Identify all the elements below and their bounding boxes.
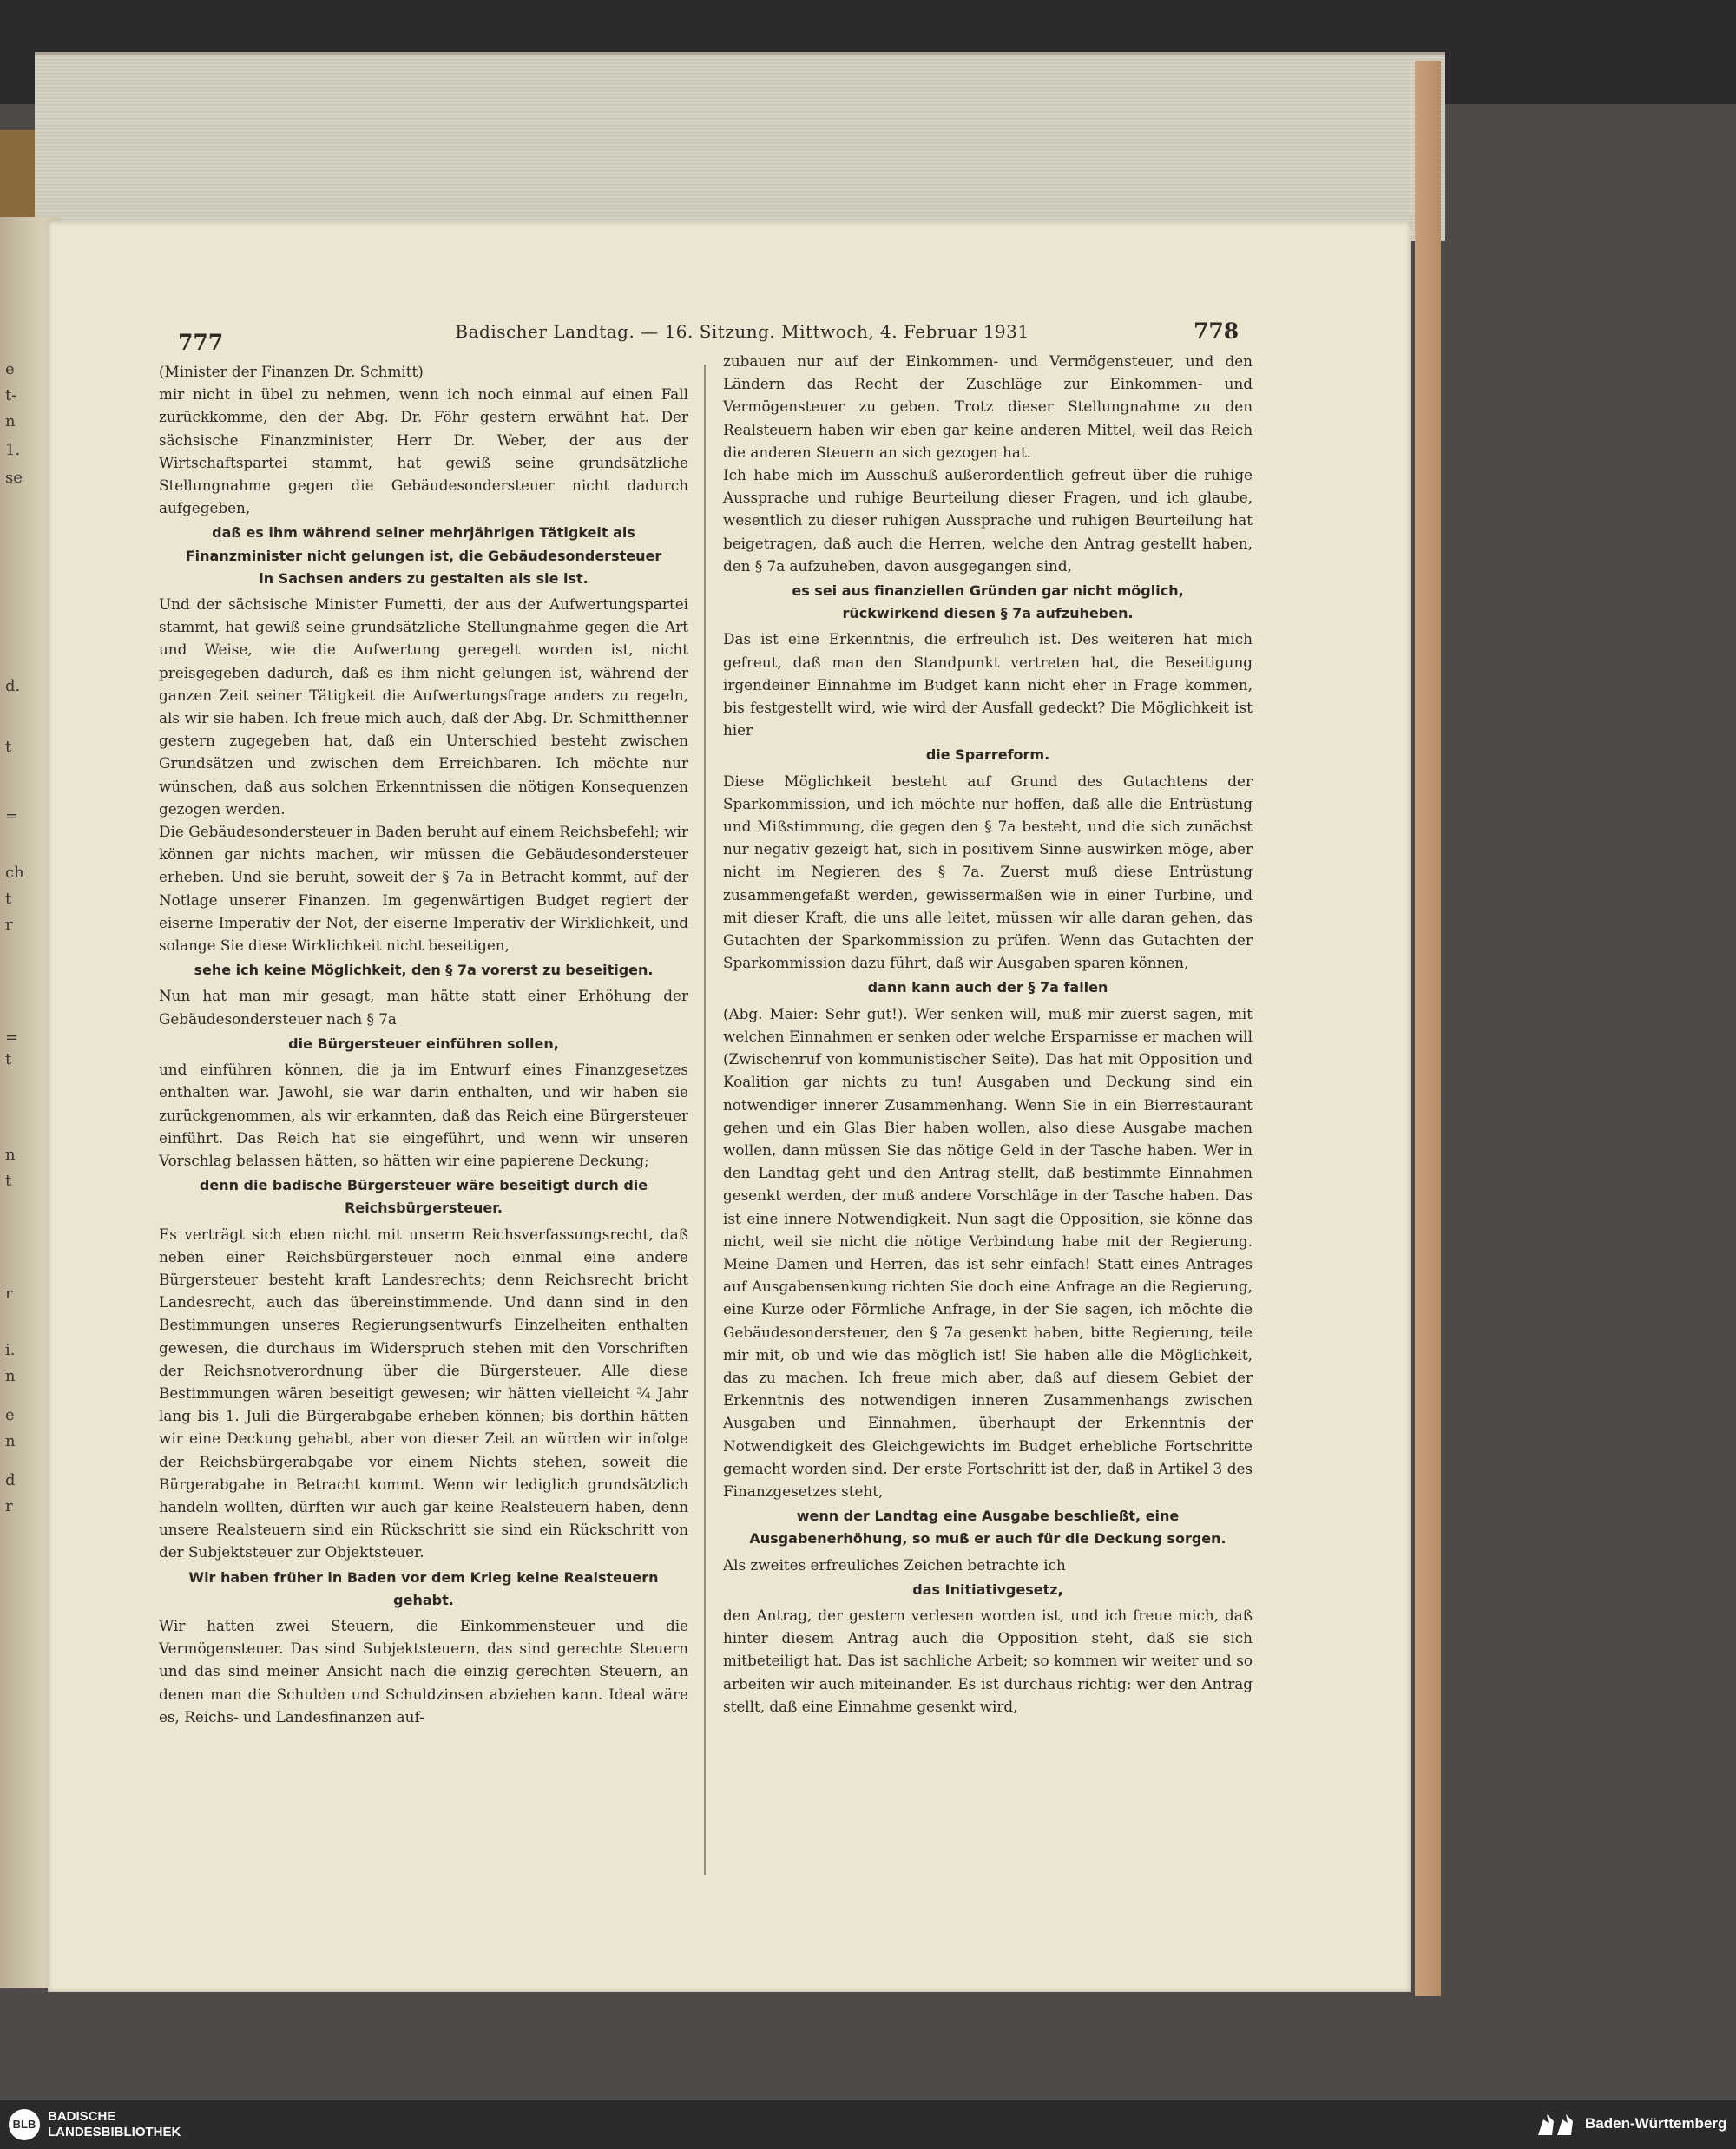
baden-wuerttemberg-lions-icon <box>1536 2111 1576 2139</box>
facing-page-fragment: r <box>5 1285 13 1303</box>
bold-centered-passage: sehe ich keine Möglichkeit, den § 7a vorerst zu beseitigen. <box>194 962 654 979</box>
paragraph: Es verträgt sich eben nicht mit unserm Reichsverfassungsrecht, daß neben einer Reichsbürgersteuer noch einmal eine andere Bürgersteuer besteht kraft Landesrechts; denn Reichsrecht bricht Landesrecht, auch das übereinstimmende. Und dann sind in den Bestimmungen unseres Regierungsentwurfs Einzelheiten enthalten gewesen, die durchaus im Widerspruch stehen mit den Vorschriften der Reichsnotverordnung über die Bürgersteuer. Alle diese Bestimmungen wären beseitigt gewesen; wir hätten vielleicht ¾ Jahr lang bis 1. Juli die Bürgerabgabe erheben können; bis dorthin hätten wir eine Deckung gehabt, aber von dieser Zeit an würden wir infolge der Reichsbürgerabgabe vor einem Nichts stehen, soweit die Bürgerabgabe in Betracht kommt. Wenn wir lediglich grundsätzlich handeln wollten, dürften wir auch gar keine Realsteuern haben, denn unsere Realsteuern sind ein Rückschritt sie sind ein Rückschritt von der Subjektsteuer zur Objektsteuer. <box>159 1225 688 1561</box>
right-text-column <box>723 350 1253 1718</box>
blb-logo-icon: BLB <box>9 2109 40 2140</box>
running-title: Badischer Landtag. — 16. Sitzung. Mittwoch, 4. Februar 1931 <box>455 321 1029 342</box>
blb-name <box>48 2109 181 2140</box>
left-text-column <box>159 360 688 1728</box>
bold-centered-passage: daß es ihm während seiner mehrjährigen Tätigkeit als Finanzminister nicht gelungen ist, die Gebäudesondersteuer in Sachsen anders zu gestalten als sie ist. <box>185 524 662 587</box>
paragraph: Nun hat man mir gesagt, man hätte statt einer Erhöhung der Gebäudesondersteuer nach § 7a <box>159 987 688 1028</box>
paragraph: Das ist eine Erkenntnis, die erfreulich ist. Des weiteren hat mich gefreut, daß man den Standpunkt vertreten hat, die Beseitigung irgendeiner Einnahme im Budget kann nicht eher in Frage kommen, bis festgestellt wird, wie wird der Ausfall gedeckt? Die Möglichkeit ist hier <box>723 630 1253 739</box>
paragraph: Ich habe mich im Ausschuß außerordentlich gefreut über die ruhige Aussprache und ruhige Beurteilung dieser Fragen, und ich glaube, wesentlich zu dieser ruhigen Aussprache und ruhigen Beurteilung hat beigetragen, daß auch die Herren, welche den Antrag gestellt haben, den § 7a aufzuheben, davon ausgegangen sind, <box>723 466 1253 575</box>
facing-page-fragment: n <box>5 1367 16 1385</box>
library-footer-bar <box>0 2100 1736 2149</box>
facing-page-fragment: n <box>5 1146 16 1164</box>
facing-page-fragment: t <box>5 738 12 756</box>
column-divider <box>704 365 706 1875</box>
paragraph: (Abg. Maier: Sehr gut!). Wer senken will, muß mir zuerst sagen, mit welchen Einnahmen er senken oder welche Ersparnisse er machen will (Zwischenruf von kommunistischer Seite). Das hat mit Opposition und Koalition gar nichts zu tun! Ausgaben und Deckung sind ein notwendiger innerer Zusammenhang. Wenn Sie in ein Bierrestaurant gehen und ein Glas Bier haben wollen, also diese Ausgabe machen wollen, dann müssen Sie das nötige Geld in der Tasche haben. Wer in den Landtag geht und den Antrag stellt, daß bestimmte Einnahmen gesenkt werden, der muß andere Vorschläge in der Tasche haben. Das ist eine innere Notwendigkeit. Nun sagt die Opposition, sie könne das nicht, weil sie nicht die nötige Verbindung habe mit der Regierung. Meine Damen und Herren, das ist sehr einfach! Statt eines Antrages auf Ausgabensenkung richten Sie doch eine Anfrage an die Regierung, eine Kurze oder Förmliche Anfrage, in der Sie sagen, ich möchte die Gebäudesondersteuer, den § 7a gesenkt haben, bitte Regierung, teile mir mit, ob und wie das möglich ist! Sie haben alle die Möglichkeit, das zu machen. Ich freue mich aber, daß auf diesem Gebiet der Erkenntnis des notwendigen inneren Zusammenhangs zwischen Ausgaben und Einnahmen, überhaupt der Erkenntnis der Notwendigkeit des Gleichgewichts im Budget erhebliche Fortschritte gemacht worden sind. Der erste Fortschritt ist der, daß in Artikel 3 des Finanzgesetzes steht, <box>723 1004 1253 1500</box>
document-page <box>48 221 1410 1992</box>
book-spine-left <box>0 130 36 226</box>
facing-page-fragment: d <box>5 1471 16 1489</box>
book-cover-right <box>1415 61 1441 1996</box>
facing-page-fragment: ch <box>5 864 24 882</box>
bold-centered-passage: denn die badische Bürgersteuer wäre beseitigt durch die Reichsbürgersteuer. <box>199 1177 648 1217</box>
facing-page-fragment: r <box>5 1497 13 1515</box>
facing-page-fragment: t- <box>5 386 17 404</box>
bold-centered-passage: dann kann auch der § 7a fallen <box>867 979 1108 996</box>
paragraph: Die Gebäudesondersteuer in Baden beruht auf einem Reichsbefehl; wir können gar nichts machen, wir müssen die Gebäudesondersteuer erheben. Und sie beruht, soweit der § 7a in Betracht kommt, auf der Notlage unserer Finanzen. Im gegenwärtigen Budget regiert der eiserne Imperativ der Not, der eiserne Imperativ der Wirklichkeit, und solange Sie diese Wirklichkeit nicht beseitigen, <box>159 823 688 955</box>
facing-page-fragment: r <box>5 916 13 934</box>
facing-page-fragment: se <box>5 469 23 487</box>
baden-wuerttemberg-label: Baden-Württemberg <box>1585 2115 1727 2132</box>
paragraph: Als zweites erfreuliches Zeichen betrachte ich <box>723 1555 1066 1574</box>
bold-centered-passage: das Initiativgesetz, <box>912 1581 1063 1598</box>
facing-page-fragment: 1. <box>5 441 21 459</box>
paragraph: mir nicht in übel zu nehmen, wenn ich noch einmal auf einen Fall zurückkomme, den der Abg. Dr. Föhr gestern erwähnt hat. Der sächsische Finanzminister, Herr Dr. Weber, der aus der Wirtschaftspartei stammt, hat gewiß seine grundsätzliche Stellungnahme gegen die Gebäudesondersteuer nicht dadurch aufgegeben, <box>159 385 688 517</box>
facing-page-fragment: t <box>5 890 12 908</box>
bold-centered-passage: die Sparreform. <box>925 746 1050 764</box>
facing-page-fragment: n <box>5 412 16 430</box>
paragraph: Diese Möglichkeit besteht auf Grund des Gutachtens der Sparkommission, und ich möchte nur hoffen, daß alle die Entrüstung und Mißstimmung, die gegen den § 7a besteht, und die sich zunächst nur negativ gezeigt hat, sich in positivem Sinne auswirken möge, aber nicht im Negieren des § 7a. Zuerst muß diese Entrüstung zusammengefaßt werden, gewissermaßen wie in einer Turbine, und mit dieser Kraft, die uns alle leitet, müssen wir alle daran gehen, das Gutachten der Sparkommission zu prüfen. Wenn das Gutachten der Sparkommission dazu führt, daß wir Ausgaben sparen können, <box>723 772 1253 972</box>
facing-page-fragment: i. <box>5 1341 16 1359</box>
paragraph: zubauen nur auf der Einkommen- und Vermögensteuer, und den Ländern das Recht der Zuschläge zur Einkommen- und Vermögensteuer zu geben. Trotz dieser Stellungnahme zu den Realsteuern haben wir eben gar keine anderen Mittel, weil das Reich die anderen Steuern an sich gezogen hat. <box>723 352 1253 461</box>
facing-page-fragment: = <box>5 1028 19 1047</box>
paragraph: Wir hatten zwei Steuern, die Einkommensteuer und die Vermögensteuer. Das sind Subjektsteuern, das sind gerechte Steuern und das sind meiner Ansicht nach die einzig gerechten Steuern, an denen man die Schulden und Schuldzinsen abziehen kann. Ideal wäre es, Reichs- und Landesfinanzen auf- <box>159 1616 688 1725</box>
bold-centered-passage: es sei aus finanziellen Gründen gar nicht möglich, rückwirkend diesen § 7a aufzuheben. <box>792 582 1184 622</box>
facing-page-fragment: t <box>5 1172 12 1190</box>
blb-name-line1: BADISCHE <box>48 2109 116 2124</box>
facing-page-fragment: n <box>5 1432 16 1450</box>
page-number-left: 777 <box>178 330 224 355</box>
bold-centered-passage: wenn der Landtag eine Ausgabe beschließt, eine Ausgabenerhöhung, so muß er auch für die Deckung sorgen. <box>749 1508 1226 1548</box>
facing-page-fragment: e <box>5 360 15 378</box>
facing-page-fragment: d. <box>5 677 21 695</box>
bold-centered-passage: die Bürgersteuer einführen sollen, <box>288 1035 559 1052</box>
paragraph: (Minister der Finanzen Dr. Schmitt) <box>159 363 424 380</box>
page-number-right: 778 <box>1194 319 1240 344</box>
facing-page-fragment: = <box>5 807 19 825</box>
blb-name-line2: LANDESBIBLIOTHEK <box>48 2125 181 2139</box>
bold-centered-passage: Wir haben früher in Baden vor dem Krieg keine Realsteuern gehabt. <box>188 1568 659 1608</box>
paragraph: Und der sächsische Minister Fumetti, der aus der Aufwertungspartei stammt, hat gewiß seine grundsätzliche Stellungnahme gegen die Art und Weise, wie die Aufwertung geregelt worden ist, nicht preisgegeben dadurch, daß es ihm nicht gelungen ist, während der ganzen Zeit seiner Tätigkeit die Aufwertungsfrage anders zu regeln, als wir sie haben. Ich freue mich auch, daß der Abg. Dr. Schmitthenner gestern zugegeben hat, daß ein Unterschied besteht zwischen Grundsätzen und zwischen dem Erreichbaren. Ich möchte nur wünschen, daß aus solchen Erkenntnissen die nötigen Konsequenzen gezogen werden. <box>159 595 688 818</box>
facing-page-fragment: e <box>5 1406 15 1424</box>
facing-page-fragment: t <box>5 1050 12 1068</box>
paragraph: den Antrag, der gestern verlesen worden ist, und ich freue mich, daß hinter diesem Antrag auch die Opposition steht, daß sie sich mitbeteiligt hat. Das ist sachliche Arbeit; so kommen wir weiter und so arbeiten wir auch miteinander. Es ist durchaus richtig: wer den Antrag stellt, daß eine Einnahme gesenkt wird, <box>723 1606 1253 1715</box>
paragraph: und einführen können, die ja im Entwurf eines Finanzgesetzes enthalten war. Jawohl, sie war darin enthalten, und wir haben sie zurückgenommen, als wir erkannten, daß das Reich eine Bürgersteuer einführt. Das Reich hat sie eingeführt, und wenn wir unseren Vorschlag belassen hätten, so hätten wir eine papierene Deckung; <box>159 1061 688 1169</box>
page-stack-edge <box>35 52 1445 241</box>
